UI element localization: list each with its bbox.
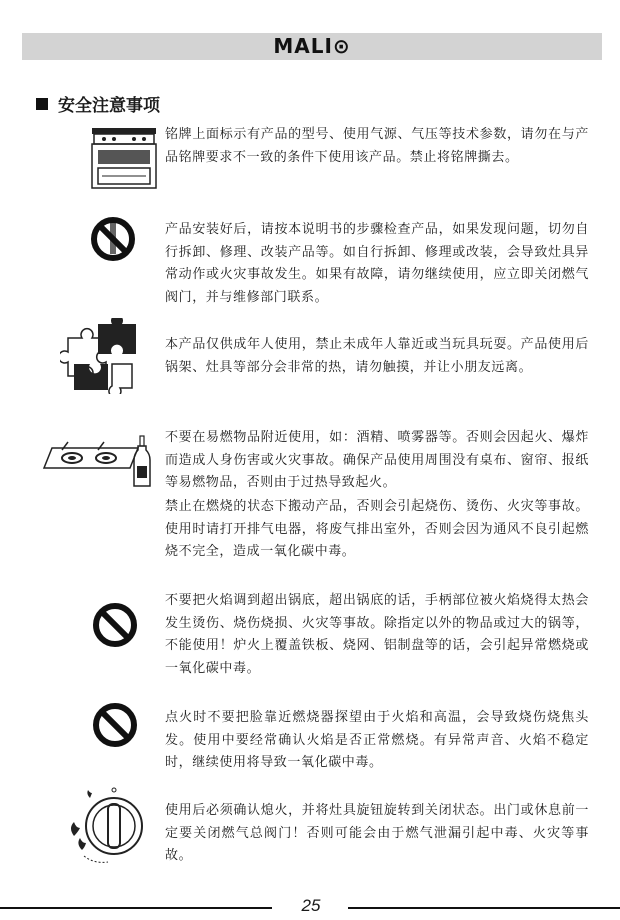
safety-note-paragraph: 不要把火焰调到超出锅底，超出锅底的话，手柄部位被火焰烧得太热会发生烫伤、烧伤烧损、火灾等事故。除指定以外的物品或过大的锅等，不能使用！炉火上覆盖铁板、烧网、铝制盘等的话，会引起异常燃烧或一氧化碳中毒。 (165, 593, 589, 676)
safety-note-paragraph: 不要在易燃物品附近使用，如：酒精、喷雾器等。否则会因起火、爆炸而造成人身伤害或火灾事故。确保产品使用周围没有桌布、窗帘、报纸等易燃物品，否则由于过热导致起火。 (165, 430, 589, 490)
prohibited-icon (90, 600, 140, 650)
brand-logo: MALI⊙ (273, 34, 351, 58)
footer-divider-left (0, 907, 272, 909)
prohibited-icon (90, 700, 140, 750)
safety-note-paragraph: 本产品仅供成年人使用，禁止未成年人靠近或当玩具玩耍。产品使用后锅架、灶具等部分会非常的热，请勿触摸，并让小朋友远离。 (165, 337, 589, 375)
page-number: 25 (301, 896, 321, 915)
no-disassembly-icon (88, 214, 138, 264)
gas-hob-bottle-icon (38, 434, 156, 488)
safety-note-paragraph: 点火时不要把脸靠近燃烧器探望由于火焰和高温，会导致烧伤烧焦头发。使用中要经常确认火焰是否正常燃烧。有异常声音、火焰不稳定时，继续使用将导致一氧化碳中毒。 (165, 710, 589, 770)
safety-note-paragraph: 产品安装好后，请按本说明书的步骤检查产品，如果发现问题，切勿自行拆卸、修理、改装产品等。如自行拆卸、修理或改装，会导致灶具异常动作或火灾事故发生。如果有故障，请勿继续使用，应立即关闭燃气阀门，并与维修部门联系。 (165, 222, 589, 305)
safety-note-paragraph: 使用后必须确认熄火，并将灶具旋钮旋转到关闭状态。出门或休息前一定要关闭燃气总阀门！否则可能会由于燃气泄漏引起中毒、火灾等事故。 (165, 803, 589, 863)
footer-divider-right (348, 907, 620, 909)
control-knob-icon (60, 786, 150, 866)
safety-note-paragraph: 禁止在燃烧的状态下搬动产品，否则会引起烧伤、烫伤、火灾等事故。使用时请打开排气电器，将废气排出室外，否则会因为通风不良引起燃烧不完全，造成一氧化碳中毒。 (165, 499, 589, 559)
bullet-square-icon (36, 98, 48, 110)
stove-appliance-icon (88, 124, 160, 192)
safety-note-paragraph: 铭牌上面标示有产品的型号、使用气源、气压等技术参数，请勿在与产品铭牌要求不一致的条件下使用该产品。禁止将铭牌撕去。 (165, 127, 589, 165)
section-title (36, 91, 160, 116)
header-bar (22, 33, 602, 60)
puzzle-icon (60, 318, 142, 394)
section-title-text: 安全注意事项 (58, 96, 160, 116)
